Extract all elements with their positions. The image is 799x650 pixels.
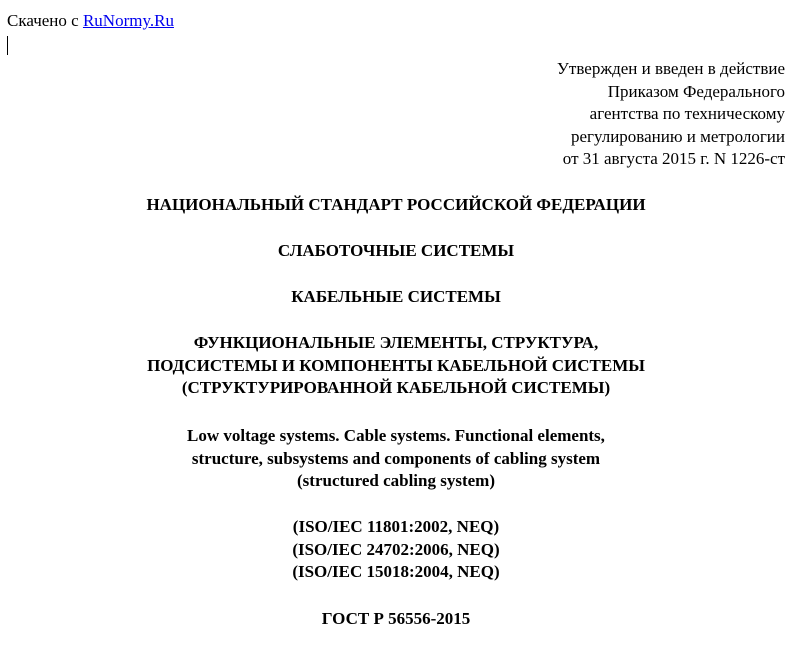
title-en-line: (structured cabling system) xyxy=(297,471,495,490)
approval-line: регулированию и метрологии xyxy=(570,126,785,146)
download-prefix: Скачено с xyxy=(7,11,83,30)
text-cursor xyxy=(7,36,8,55)
title-ru-line: ПОДСИСТЕМЫ И КОМПОНЕНТЫ КАБЕЛЬНОЙ СИСТЕМЫ xyxy=(147,355,645,375)
iso-reference: (ISO/IEC 15018:2004, NEQ) xyxy=(292,562,500,581)
approval-line: Приказом Федерального xyxy=(607,81,785,101)
title-ru-line: ФУНКЦИОНАЛЬНЫЕ ЭЛЕМЕНТЫ, СТРУКТУРА, xyxy=(193,333,599,352)
section-cable-text: КАБЕЛЬНЫЕ СИСТЕМЫ xyxy=(291,287,501,306)
title-en-line: Low voltage systems. Cable systems. Functional elements, xyxy=(187,426,605,445)
gost-number-heading xyxy=(0,608,792,631)
document-title-russian xyxy=(0,332,792,400)
section-weak-current-text: СЛАБОТОЧНЫЕ СИСТЕМЫ xyxy=(277,241,515,260)
gost-number: ГОСТ Р 56556-2015 xyxy=(321,609,471,628)
title-ru-line: (СТРУКТУРИРОВАННОЙ КАБЕЛЬНОЙ СИСТЕМЫ) xyxy=(181,378,611,397)
approval-line: агентства по техническому xyxy=(589,104,785,124)
download-source-line xyxy=(7,11,174,31)
iso-reference: (ISO/IEC 11801:2002, NEQ) xyxy=(292,517,500,536)
document-title-english xyxy=(0,425,792,493)
national-standard-text: НАЦИОНАЛЬНЫЙ СТАНДАРТ РОССИЙСКОЙ ФЕДЕРАЦИИ xyxy=(146,195,646,214)
iso-reference: (ISO/IEC 24702:2006, NEQ) xyxy=(292,539,500,559)
title-en-line: structure, subsystems and components of cabling system xyxy=(191,448,601,468)
runormy-link[interactable]: RuNormy.Ru xyxy=(82,11,174,30)
approval-block xyxy=(425,58,785,171)
section-weak-current-heading xyxy=(0,240,792,263)
approval-line: от 31 августа 2015 г. N 1226-ст xyxy=(562,149,785,169)
section-cable-heading xyxy=(0,286,792,309)
iso-references xyxy=(0,516,792,584)
approval-line: Утвержден и введен в действие xyxy=(556,59,785,78)
national-standard-heading xyxy=(0,194,792,217)
